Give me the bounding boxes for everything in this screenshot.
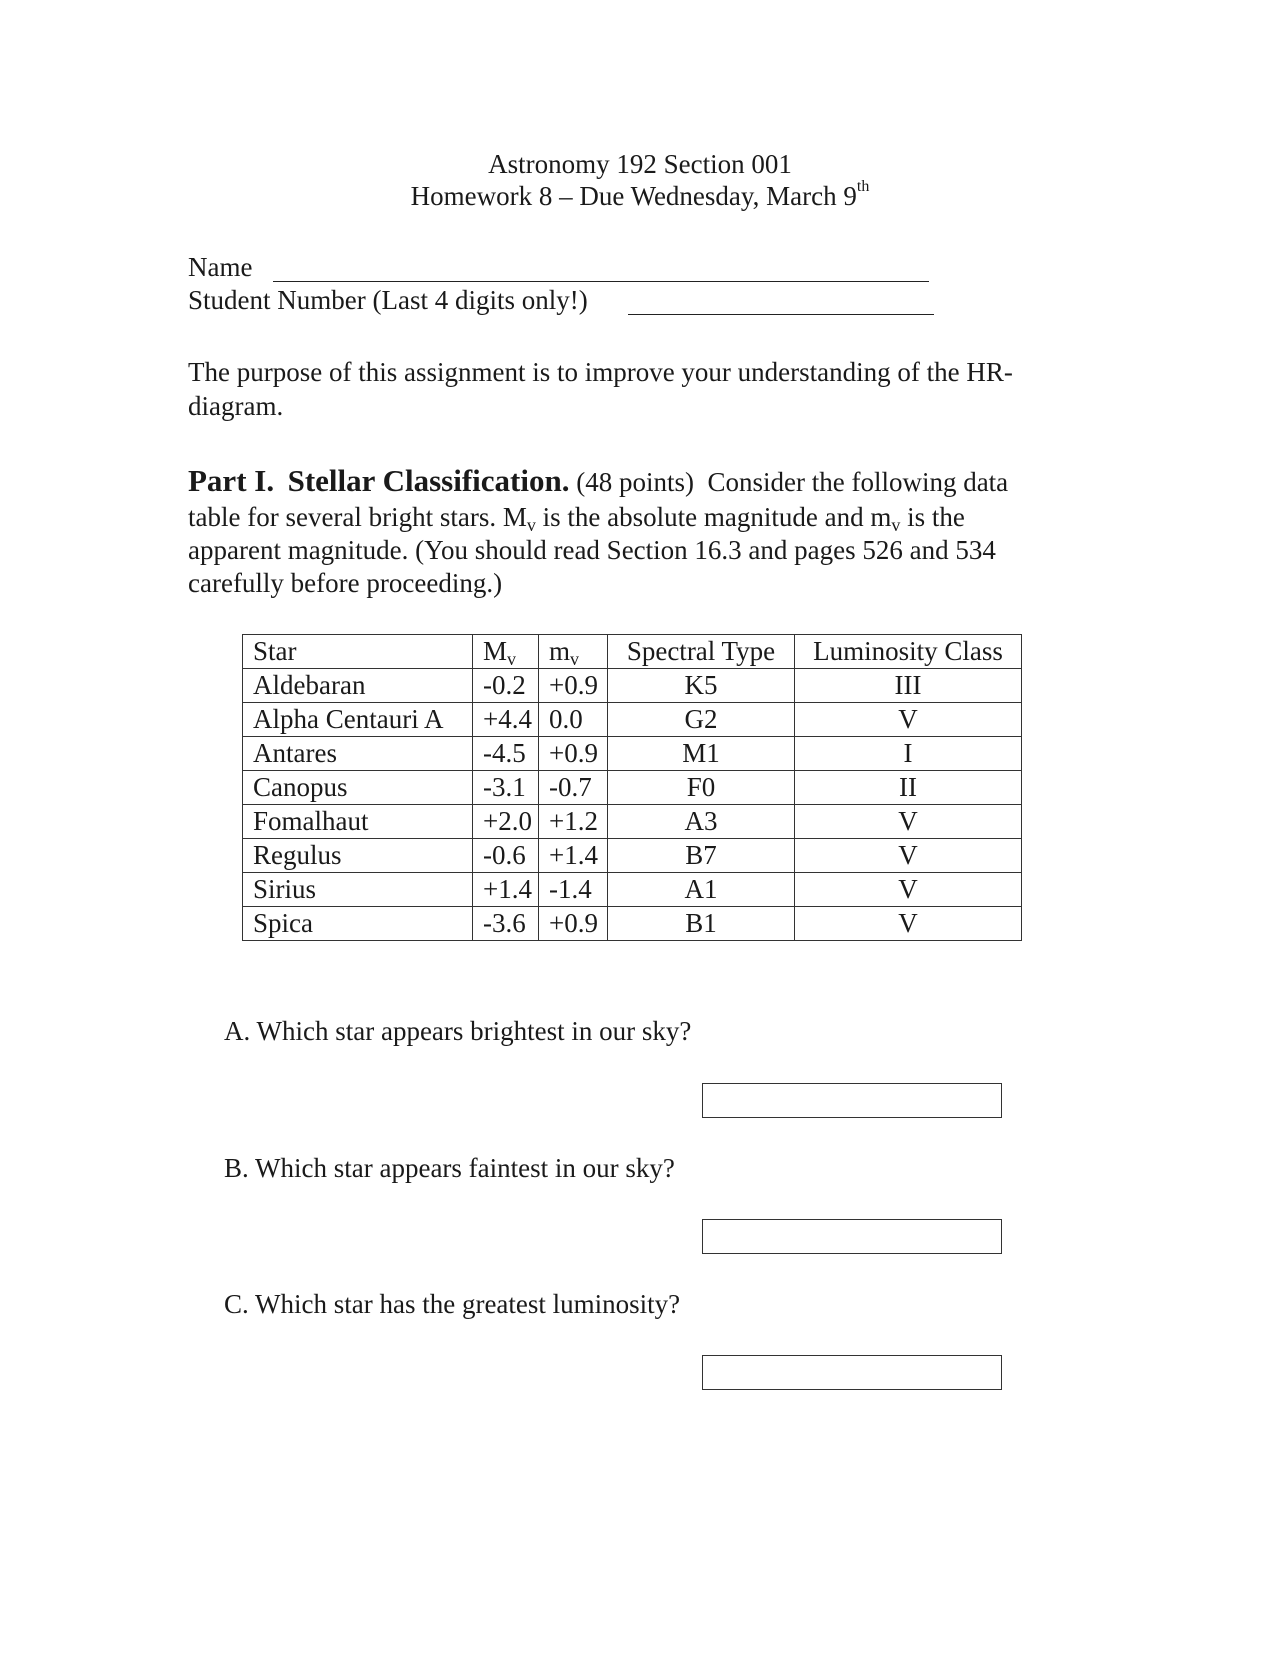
- answer-box-c[interactable]: [702, 1355, 1002, 1390]
- cell-star: Fomalhaut: [243, 805, 473, 839]
- cell-absolute-magnitude: -4.5: [473, 737, 539, 771]
- part1-line-2: [188, 501, 965, 534]
- cell-apparent-magnitude: -1.4: [539, 873, 608, 907]
- part1-line-2a: table for several bright stars. M: [188, 502, 527, 532]
- question-a: A. Which star appears brightest in our sky?: [224, 1016, 692, 1046]
- header-spectral-type: Spectral Type: [608, 635, 795, 669]
- cell-absolute-magnitude: -3.1: [473, 771, 539, 805]
- header-abs-main: M: [483, 636, 508, 666]
- cell-star: Sirius: [243, 873, 473, 907]
- header-star: Star: [243, 635, 473, 669]
- cell-apparent-magnitude: +1.2: [539, 805, 608, 839]
- table-row: [243, 737, 1022, 771]
- part1-text-1: Consider the following data: [707, 467, 1009, 497]
- cell-absolute-magnitude: -0.6: [473, 839, 539, 873]
- student-number-field[interactable]: [628, 314, 934, 315]
- homework-title: [0, 180, 1280, 212]
- cell-absolute-magnitude: +4.4: [473, 703, 539, 737]
- part1-title: Stellar Classification.: [287, 463, 570, 498]
- app-mag-subscript: v: [891, 515, 901, 535]
- part1-points: (48 points): [576, 467, 694, 497]
- answer-box-a[interactable]: [702, 1083, 1002, 1118]
- cell-absolute-magnitude: +2.0: [473, 805, 539, 839]
- question-b: B. Which star appears faintest in our sky?: [224, 1153, 675, 1183]
- cell-star: Canopus: [243, 771, 473, 805]
- cell-star: Spica: [243, 907, 473, 941]
- cell-luminosity-class: II: [795, 771, 1022, 805]
- table-header-row: [243, 635, 1022, 669]
- cell-star: Aldebaran: [243, 669, 473, 703]
- cell-absolute-magnitude: +1.4: [473, 873, 539, 907]
- cell-spectral-type: F0: [608, 771, 795, 805]
- cell-apparent-magnitude: +0.9: [539, 669, 608, 703]
- homework-title-text: Homework 8 – Due Wednesday, March 9: [410, 181, 857, 211]
- cell-apparent-magnitude: +1.4: [539, 839, 608, 873]
- cell-apparent-magnitude: +0.9: [539, 907, 608, 941]
- cell-absolute-magnitude: -3.6: [473, 907, 539, 941]
- part1-line-2b: is the absolute magnitude and m: [535, 502, 892, 532]
- header-app-main: m: [549, 636, 571, 666]
- table-row: [243, 907, 1022, 941]
- intro-line-1: The purpose of this assignment is to improve your understanding of the HR-: [188, 357, 1013, 387]
- date-ordinal-suffix: th: [856, 178, 870, 195]
- cell-spectral-type: M1: [608, 737, 795, 771]
- part1-line-2c: is the: [900, 502, 965, 532]
- header-abs-sub: v: [507, 649, 517, 669]
- course-title: Astronomy 192 Section 001: [488, 149, 792, 179]
- part1-heading: Part I.: [188, 463, 275, 498]
- cell-absolute-magnitude: -0.2: [473, 669, 539, 703]
- star-data-table: [242, 634, 1022, 941]
- cell-spectral-type: G2: [608, 703, 795, 737]
- cell-spectral-type: B1: [608, 907, 795, 941]
- table-row: [243, 805, 1022, 839]
- header-absolute-magnitude: [473, 635, 539, 669]
- part1-line-4: carefully before proceeding.): [188, 568, 503, 598]
- cell-star: Regulus: [243, 839, 473, 873]
- cell-luminosity-class: V: [795, 805, 1022, 839]
- cell-spectral-type: K5: [608, 669, 795, 703]
- question-c: C. Which star has the greatest luminosity?: [224, 1289, 681, 1319]
- part1-line-3: apparent magnitude. (You should read Section 16.3 and pages 526 and 534: [188, 535, 996, 565]
- header-app-sub: v: [570, 649, 580, 669]
- cell-spectral-type: A3: [608, 805, 795, 839]
- cell-spectral-type: A1: [608, 873, 795, 907]
- cell-luminosity-class: V: [795, 839, 1022, 873]
- cell-luminosity-class: V: [795, 907, 1022, 941]
- cell-luminosity-class: V: [795, 873, 1022, 907]
- cell-luminosity-class: III: [795, 669, 1022, 703]
- table-row: [243, 703, 1022, 737]
- name-label: Name: [188, 252, 253, 282]
- cell-spectral-type: B7: [608, 839, 795, 873]
- student-number-label: Student Number (Last 4 digits only!): [188, 285, 588, 315]
- answer-box-b[interactable]: [702, 1219, 1002, 1254]
- name-field[interactable]: [273, 281, 929, 282]
- cell-luminosity-class: V: [795, 703, 1022, 737]
- cell-star: Antares: [243, 737, 473, 771]
- table-row: [243, 771, 1022, 805]
- table-row: [243, 669, 1022, 703]
- abs-mag-subscript: v: [526, 515, 536, 535]
- header-luminosity-class: Luminosity Class: [795, 635, 1022, 669]
- header-apparent-magnitude: [539, 635, 608, 669]
- intro-line-2: diagram.: [188, 391, 284, 421]
- part1-line-1: [188, 464, 1008, 499]
- table-row: [243, 839, 1022, 873]
- cell-star: Alpha Centauri A: [243, 703, 473, 737]
- cell-luminosity-class: I: [795, 737, 1022, 771]
- cell-apparent-magnitude: -0.7: [539, 771, 608, 805]
- cell-apparent-magnitude: 0.0: [539, 703, 608, 737]
- table-row: [243, 873, 1022, 907]
- cell-apparent-magnitude: +0.9: [539, 737, 608, 771]
